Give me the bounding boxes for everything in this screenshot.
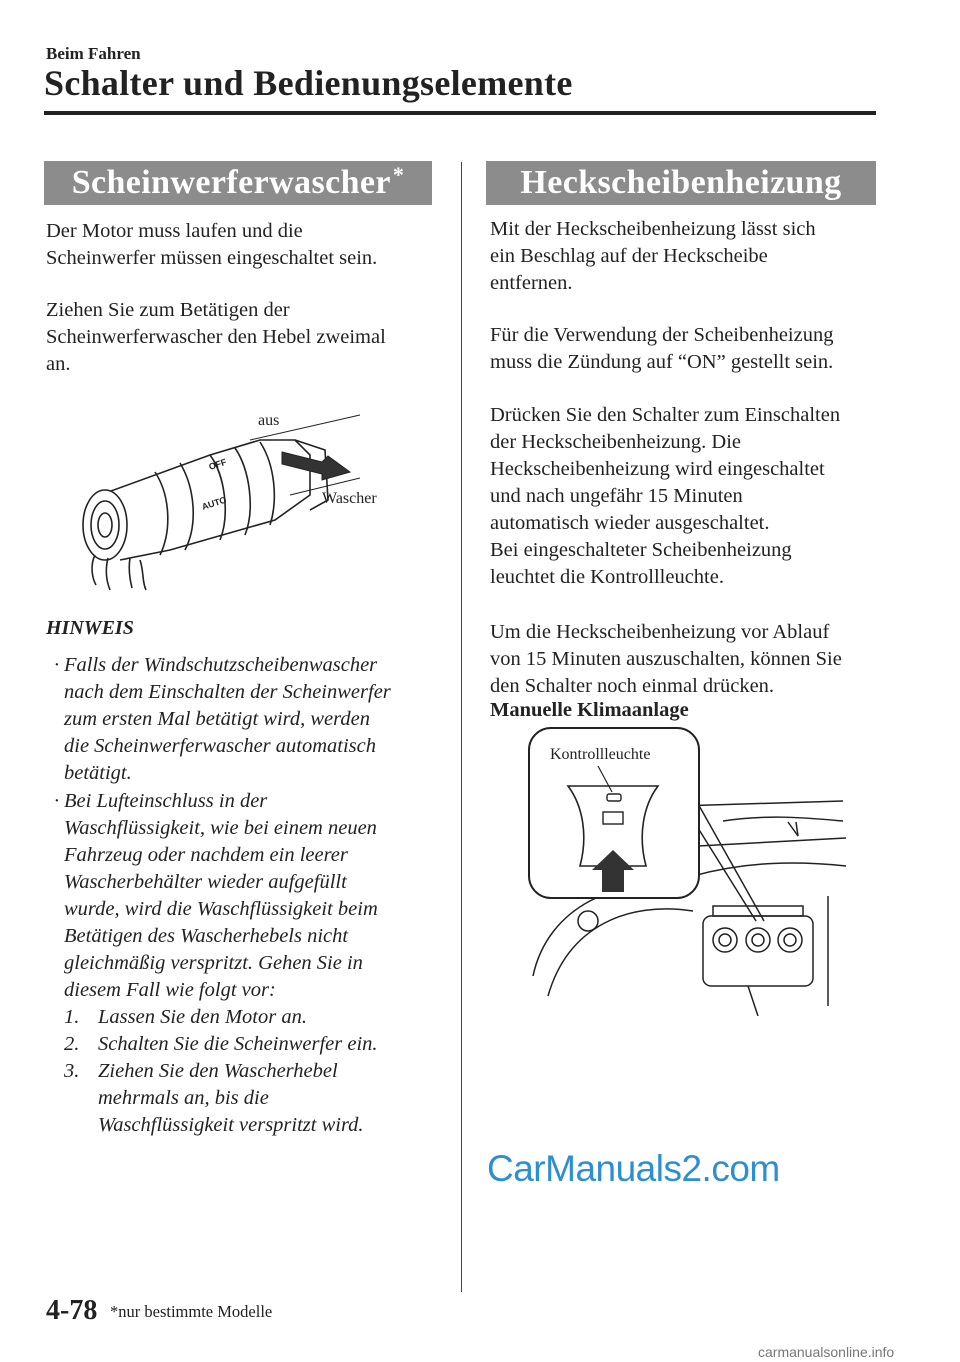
step-text: Ziehen Sie den Wascherhebel: [98, 1060, 338, 1082]
text-line: ein Beschlag auf der Heckscheibe: [490, 245, 768, 267]
chapter-label: Beim Fahren: [46, 44, 141, 63]
text-line: zum ersten Mal betätigt wird, werden: [64, 708, 370, 730]
paragraph-beschlag: [490, 216, 816, 297]
text-line: Falls der Windschutzscheibenwascher: [64, 654, 378, 676]
heading-text: Heckscheibenheizung: [520, 164, 842, 201]
label-aus: aus: [258, 412, 280, 429]
bullet: ·: [54, 790, 60, 812]
hinweis-title: HINWEIS: [46, 617, 134, 639]
text-line: Mit der Heckscheibenheizung lässt sich: [490, 218, 816, 240]
step-1: [64, 1004, 454, 1031]
step-number: 3.: [64, 1060, 80, 1082]
lever-auto-label: AUTO: [200, 494, 228, 512]
text-line: Betätigen des Wascherhebels nicht: [64, 925, 349, 947]
paragraph-motor: [46, 218, 377, 272]
optional-mark: *: [392, 162, 405, 187]
text-line: Bei Lufteinschluss in der: [64, 790, 268, 812]
step-list: [64, 1004, 454, 1139]
header-rule: [44, 111, 876, 115]
text-line: Waschflüssigkeit, wie bei einem neuen: [64, 817, 377, 839]
page-number: 4-78: [46, 1295, 98, 1326]
text-line: automatisch wieder ausgeschaltet.: [490, 512, 770, 534]
text-line: nach dem Einschalten der Scheinwerfer: [64, 681, 391, 703]
text-line: Um die Heckscheibenheizung vor Ablauf: [490, 621, 830, 643]
step-text: Schalten Sie die Scheinwerfer ein.: [98, 1033, 378, 1055]
step-number: 2.: [64, 1033, 80, 1055]
paragraph-ausschalten: [490, 619, 842, 700]
text-line: Heckscheibenheizung wird eingeschaltet: [490, 458, 825, 480]
text-line: und nach ungefähr 15 Minuten: [490, 485, 743, 507]
text-line: Ziehen Sie zum Betätigen der: [46, 299, 290, 321]
bullet: ·: [54, 654, 60, 676]
step-3: [64, 1058, 454, 1139]
heading-scheinwerferwascher: [44, 161, 432, 205]
label-wascher: Wascher: [322, 490, 377, 507]
rear-defrost-icon: [603, 812, 623, 824]
step-text: Waschflüssigkeit verspritzt wird.: [98, 1114, 364, 1136]
text-line: entfernen.: [490, 272, 573, 294]
text-line: gleichmäßig verspritzt. Gehen Sie in: [64, 952, 363, 974]
heading-heckscheibenheizung: [486, 161, 876, 205]
label-kontrollleuchte: Kontrollleuchte: [550, 746, 651, 763]
text-line: Für die Verwendung der Scheibenheizung: [490, 324, 834, 346]
step-text: mehrmals an, bis die: [98, 1087, 269, 1109]
watermark-carmanuals2[interactable]: CarManuals2.com: [487, 1148, 780, 1189]
text-line: den Schalter noch einmal drücken.: [490, 675, 775, 697]
indicator-light-icon: [607, 794, 621, 801]
subheading-manuelle-klimaanlage: Manuelle Klimaanlage: [490, 699, 689, 721]
text-line: Drücken Sie den Schalter zum Einschalten: [490, 404, 841, 426]
text-line: betätigt.: [64, 762, 132, 784]
step-2: [64, 1031, 454, 1058]
step-number: 1.: [64, 1006, 80, 1028]
paragraph-zuendung: [490, 322, 833, 376]
text-line: an.: [46, 353, 71, 375]
text-line: Scheinwerfer müssen eingeschaltet sein.: [46, 247, 378, 269]
column-divider: [461, 162, 462, 1292]
section-title: Schalter und Bedienungselemente: [44, 63, 573, 103]
heading-text: Scheinwerferwascher: [71, 164, 391, 201]
note-bullet-1: [46, 652, 446, 787]
rear-defroster-illustration: [528, 726, 848, 1016]
note-bullet-2: [46, 788, 446, 1004]
text-line: von 15 Minuten auszuschalten, können Sie: [490, 648, 842, 670]
text-line: Fahrzeug oder nachdem ein leerer: [64, 844, 348, 866]
step-text: Lassen Sie den Motor an.: [98, 1006, 307, 1028]
text-line: diesem Fall wie folgt vor:: [64, 979, 276, 1001]
text-line: wurde, wird die Waschflüssigkeit beim: [64, 898, 378, 920]
paragraph-betaetigen: [46, 297, 386, 378]
text-line: Scheinwerferwascher den Hebel zweimal: [46, 326, 386, 348]
text-line: Bei eingeschalteter Scheibenheizung: [490, 539, 792, 561]
text-line: die Scheinwerferwascher automatisch: [64, 735, 377, 757]
text-line: muss die Zündung auf “ON” gestellt sein.: [490, 351, 834, 373]
watermark-carmanualsonline[interactable]: carmanualsonline.info: [758, 1344, 895, 1360]
text-line: Der Motor muss laufen und die: [46, 220, 303, 242]
text-line: Wascherbehälter wieder aufgefüllt: [64, 871, 347, 893]
footnote: *nur bestimmte Modelle: [110, 1302, 273, 1321]
lever-off-label: OFF: [207, 456, 228, 472]
paragraph-einschalten: [490, 402, 840, 591]
text-line: der Heckscheibenheizung. Die: [490, 431, 742, 453]
text-line: leuchtet die Kontrollleuchte.: [490, 566, 724, 588]
